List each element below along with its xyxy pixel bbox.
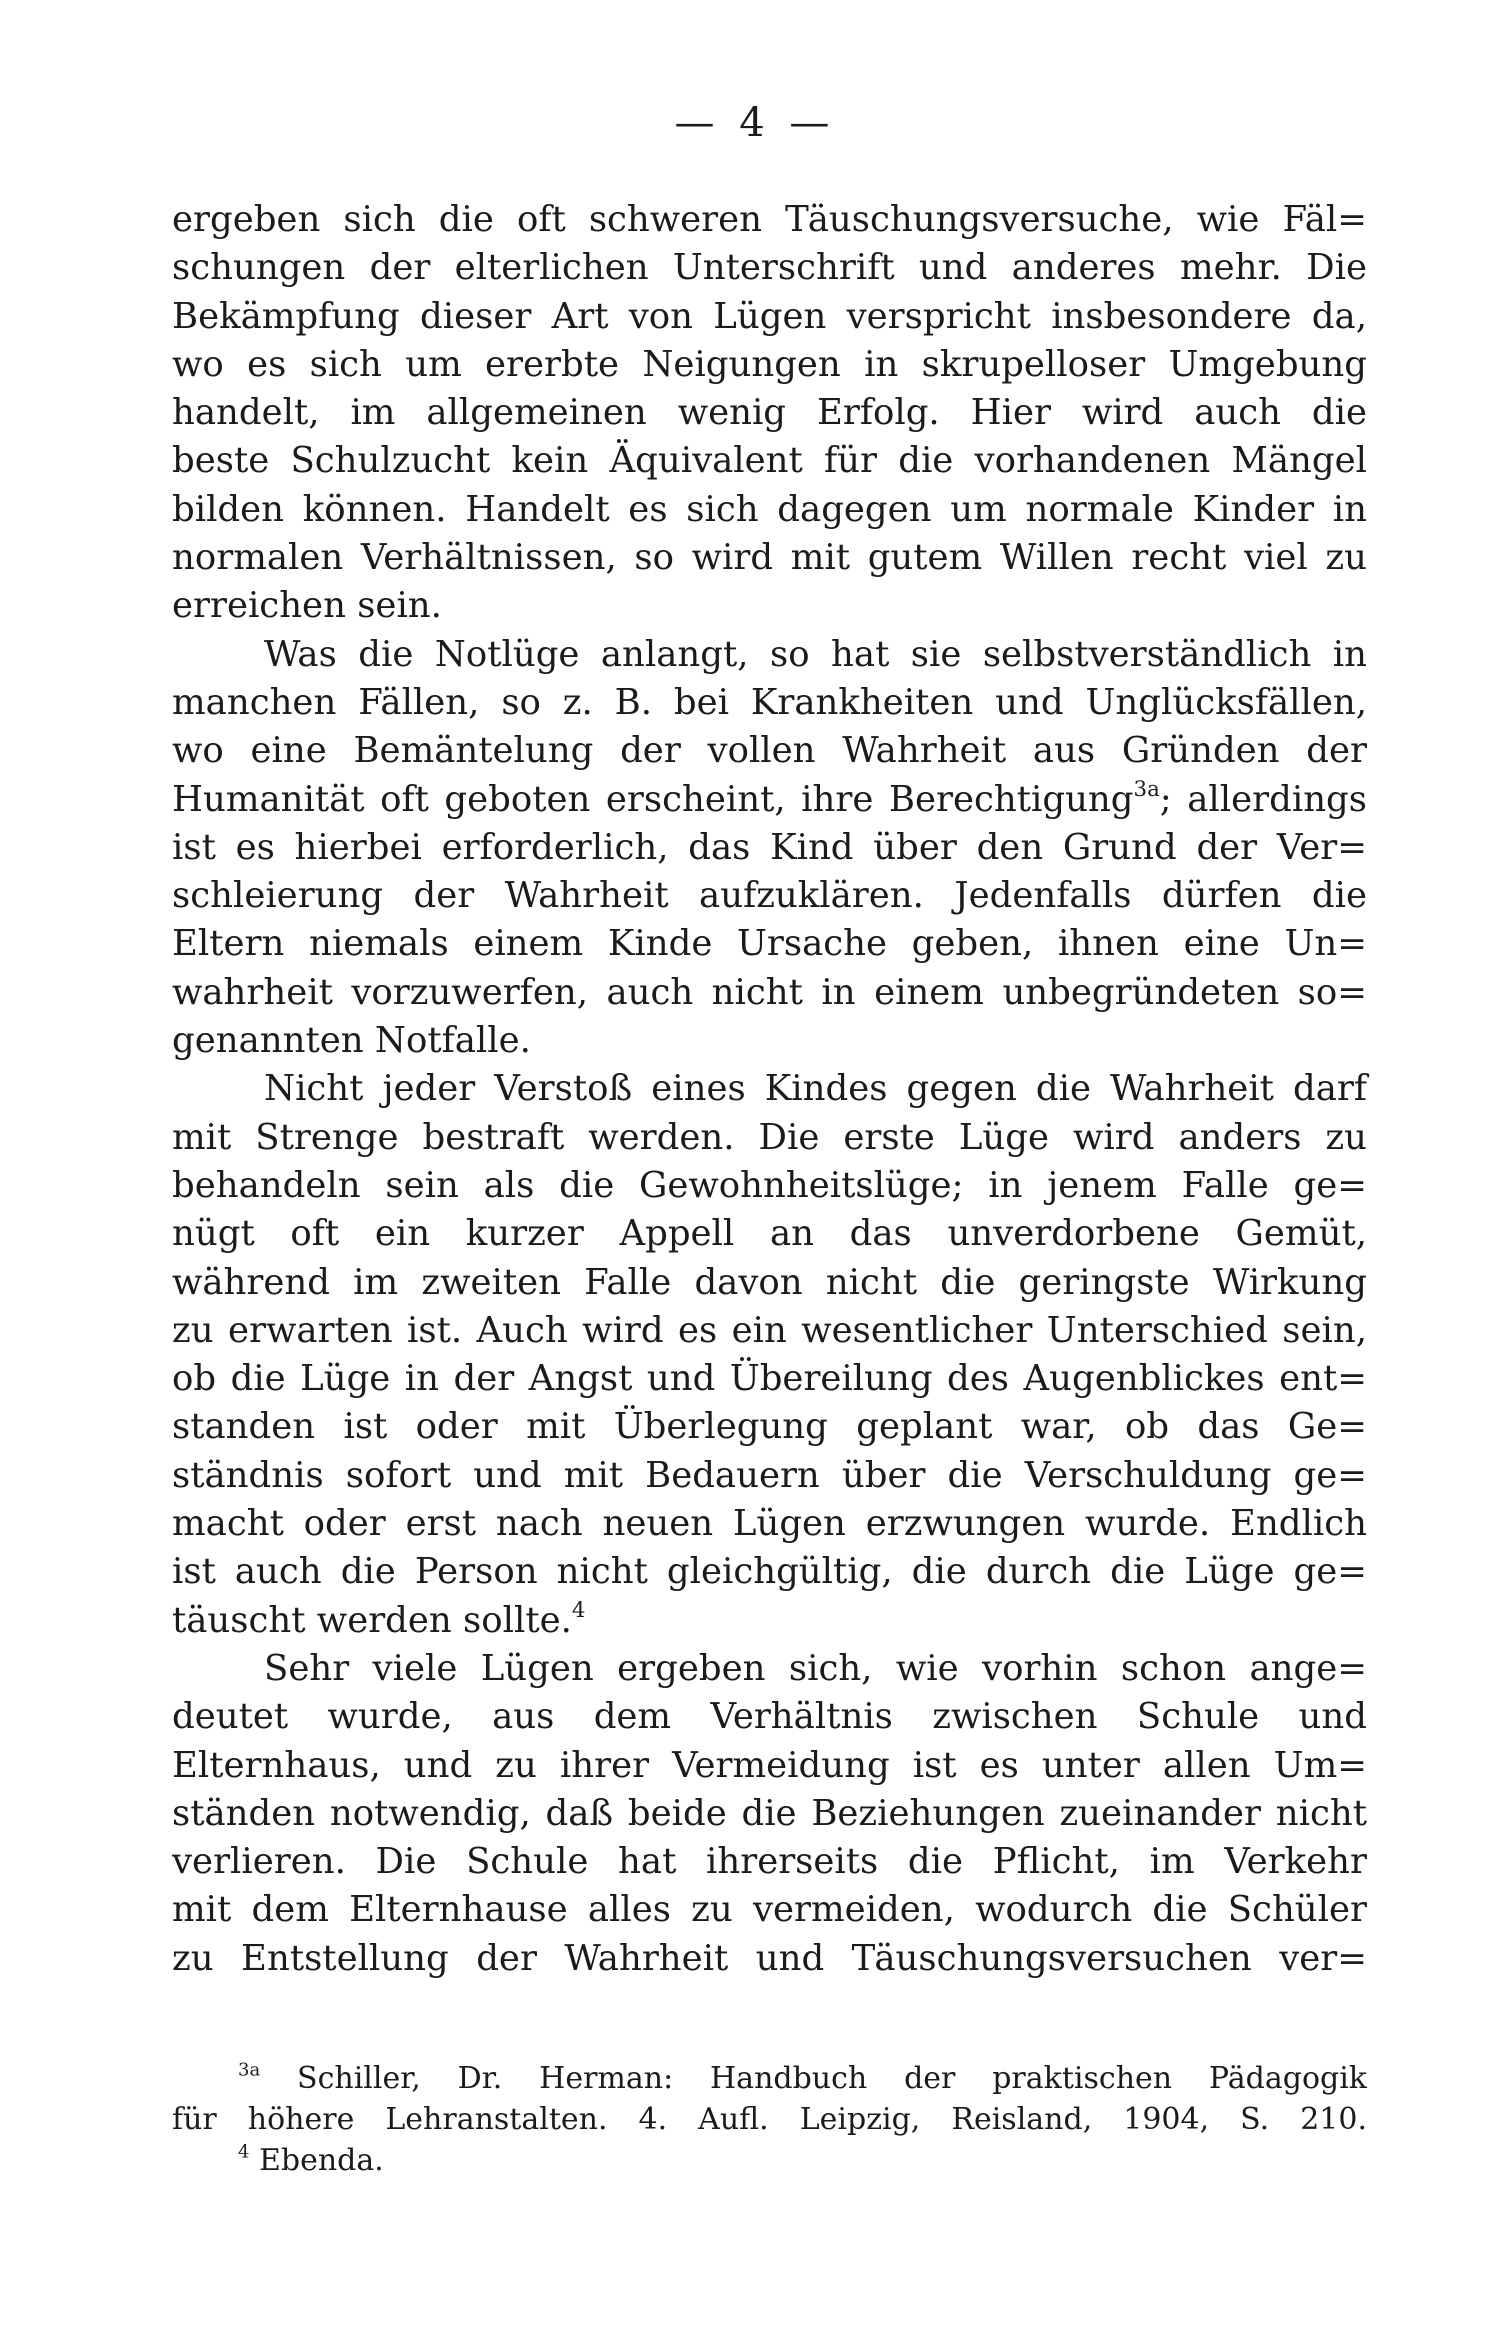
text-line bbox=[172, 1017, 1367, 1065]
text-line bbox=[172, 1403, 1367, 1451]
line-text: Sehr viele Lügen ergeben sich, wie vorhin schon ange= bbox=[264, 1647, 1367, 1689]
line-text: handelt, im allgemeinen wenig Erfolg. Hier wird auch die bbox=[172, 392, 1367, 434]
line-text: Humanität oft geboten erscheint, ihre Berechtigung bbox=[172, 778, 1134, 820]
text-line bbox=[172, 1065, 1367, 1113]
text-line bbox=[172, 244, 1367, 292]
line-text: beste Schulzucht kein Äquivalent für die vorhandenen Mängel bbox=[172, 440, 1367, 482]
text-line bbox=[172, 1886, 1367, 1934]
text-line bbox=[172, 1452, 1367, 1500]
line-text: nügt oft ein kurzer Appell an das unverdorbene Gemüt, bbox=[172, 1213, 1367, 1255]
text-line bbox=[172, 534, 1367, 582]
line-text: wahrheit vorzuwerfen, auch nicht in einem unbegründeten so= bbox=[172, 971, 1367, 1013]
text-line bbox=[172, 920, 1367, 968]
text-line bbox=[172, 1935, 1367, 1983]
footnote-reference: 4 bbox=[571, 1597, 586, 1623]
footnote-text: Ebenda. bbox=[249, 2143, 384, 2178]
footnote-text: Schiller, Dr. Herman: Handbuch der praktischen Pädagogik bbox=[260, 2061, 1367, 2096]
line-text: deutet wurde, aus dem Verhältnis zwischen Schule und bbox=[172, 1696, 1367, 1738]
line-text: ständen notwendig, daß beide die Beziehungen zueinander nicht bbox=[172, 1792, 1367, 1834]
text-line bbox=[172, 389, 1367, 437]
line-text: mit dem Elternhause alles zu vermeiden, wodurch die Schüler bbox=[172, 1889, 1367, 1931]
line-text: standen ist oder mit Überlegung geplant war, ob das Ge= bbox=[172, 1406, 1367, 1448]
line-text: täuscht werden sollte. bbox=[172, 1599, 572, 1641]
text-line bbox=[172, 631, 1367, 679]
text-line bbox=[172, 341, 1367, 389]
line-text: während im zweiten Falle davon nicht die geringste Wirkung bbox=[172, 1261, 1367, 1303]
page-number: — 4 — bbox=[674, 100, 836, 146]
line-text: verlieren. Die Schule hat ihrerseits die Pflicht, im Verkehr bbox=[172, 1841, 1367, 1883]
text-line bbox=[172, 1790, 1367, 1838]
line-text: bilden können. Handelt es sich dagegen um normale Kinder in bbox=[172, 488, 1367, 530]
line-text: macht oder erst nach neuen Lügen erzwungen wurde. Endlich bbox=[172, 1503, 1367, 1545]
text-line bbox=[172, 1162, 1367, 1210]
text-line bbox=[172, 679, 1367, 727]
line-text: Eltern niemals einem Kinde Ursache geben, ihnen eine Un= bbox=[172, 923, 1367, 965]
line-text: wo eine Bemäntelung der vollen Wahrheit aus Gründen der bbox=[172, 730, 1367, 772]
line-text: Was die Notlüge anlangt, so hat sie selbstverständlich in bbox=[264, 633, 1367, 675]
footnote-marker: 4 bbox=[238, 2141, 250, 2163]
line-text: ist es hierbei erforderlich, das Kind über den Grund der Ver= bbox=[172, 826, 1367, 868]
line-text: ist auch die Person nicht gleichgültig, die durch die Lüge ge= bbox=[172, 1551, 1367, 1593]
body-text bbox=[172, 196, 1367, 1983]
footnote-line bbox=[172, 2140, 1367, 2181]
line-text: mit Strenge bestraft werden. Die erste Lüge wird anders zu bbox=[172, 1116, 1367, 1158]
text-line bbox=[172, 824, 1367, 872]
line-text: für höhere Lehranstalten. 4. Aufl. Leipzig, Reisland, 1904, S. 210. bbox=[172, 2102, 1367, 2137]
line-text: ob die Lüge in der Angst und Übereilung des Augenblickes ent= bbox=[172, 1358, 1367, 1400]
text-line bbox=[172, 1355, 1367, 1403]
text-line bbox=[172, 1742, 1367, 1790]
text-line bbox=[172, 1645, 1367, 1693]
line-text: manchen Fällen, so z. B. bei Krankheiten und Unglücksfällen, bbox=[172, 681, 1367, 723]
text-line bbox=[172, 1259, 1367, 1307]
text-line bbox=[172, 1210, 1367, 1258]
text-line bbox=[172, 1114, 1367, 1162]
line-text: zu Entstellung der Wahrheit und Täuschungsversuchen ver= bbox=[172, 1937, 1367, 1979]
text-line bbox=[172, 1597, 1367, 1645]
footnote-line bbox=[172, 2099, 1367, 2140]
text-line bbox=[172, 293, 1367, 341]
line-text: ergeben sich die oft schweren Täuschungsversuche, wie Fäl= bbox=[172, 199, 1367, 240]
line-text: schleierung der Wahrheit aufzuklären. Jedenfalls dürfen die bbox=[172, 875, 1367, 917]
text-line bbox=[172, 1500, 1367, 1548]
footnotes bbox=[172, 2058, 1367, 2181]
footnote-marker: 3a bbox=[238, 2059, 261, 2081]
line-text-tail: ; allerdings bbox=[1159, 778, 1367, 820]
text-line bbox=[172, 727, 1367, 775]
text-line bbox=[172, 1693, 1367, 1741]
line-text: erreichen sein. bbox=[172, 585, 442, 627]
text-line bbox=[172, 582, 1367, 630]
line-text: Elternhaus, und zu ihrer Vermeidung ist es unter allen Um= bbox=[172, 1744, 1367, 1786]
line-text: wo es sich um ererbte Neigungen in skrupelloser Umgebung bbox=[172, 343, 1367, 385]
text-line bbox=[172, 776, 1367, 824]
text-line bbox=[172, 486, 1367, 534]
text-line bbox=[172, 1548, 1367, 1596]
line-text: normalen Verhältnissen, so wird mit gutem Willen recht viel zu bbox=[172, 537, 1367, 579]
line-text: zu erwarten ist. Auch wird es ein wesentlicher Unterschied sein, bbox=[172, 1309, 1367, 1351]
text-line bbox=[172, 196, 1367, 244]
text-line bbox=[172, 969, 1367, 1017]
line-text: genannten Notfalle. bbox=[172, 1020, 531, 1062]
text-line bbox=[172, 872, 1367, 920]
text-line bbox=[172, 1838, 1367, 1886]
footnote-line bbox=[172, 2058, 1367, 2099]
line-text: Bekämpfung dieser Art von Lügen verspricht insbesondere da, bbox=[172, 295, 1367, 337]
footnote-reference: 3a bbox=[1133, 776, 1160, 802]
line-text: Nicht jeder Verstoß eines Kindes gegen die Wahrheit darf bbox=[264, 1068, 1367, 1110]
line-text: schungen der elterlichen Unterschrift und anderes mehr. Die bbox=[172, 247, 1367, 289]
line-text: behandeln sein als die Gewohnheitslüge; in jenem Falle ge= bbox=[172, 1164, 1367, 1206]
line-text: ständnis sofort und mit Bedauern über die Verschuldung ge= bbox=[172, 1454, 1367, 1496]
text-line bbox=[172, 437, 1367, 485]
text-line bbox=[172, 1307, 1367, 1355]
